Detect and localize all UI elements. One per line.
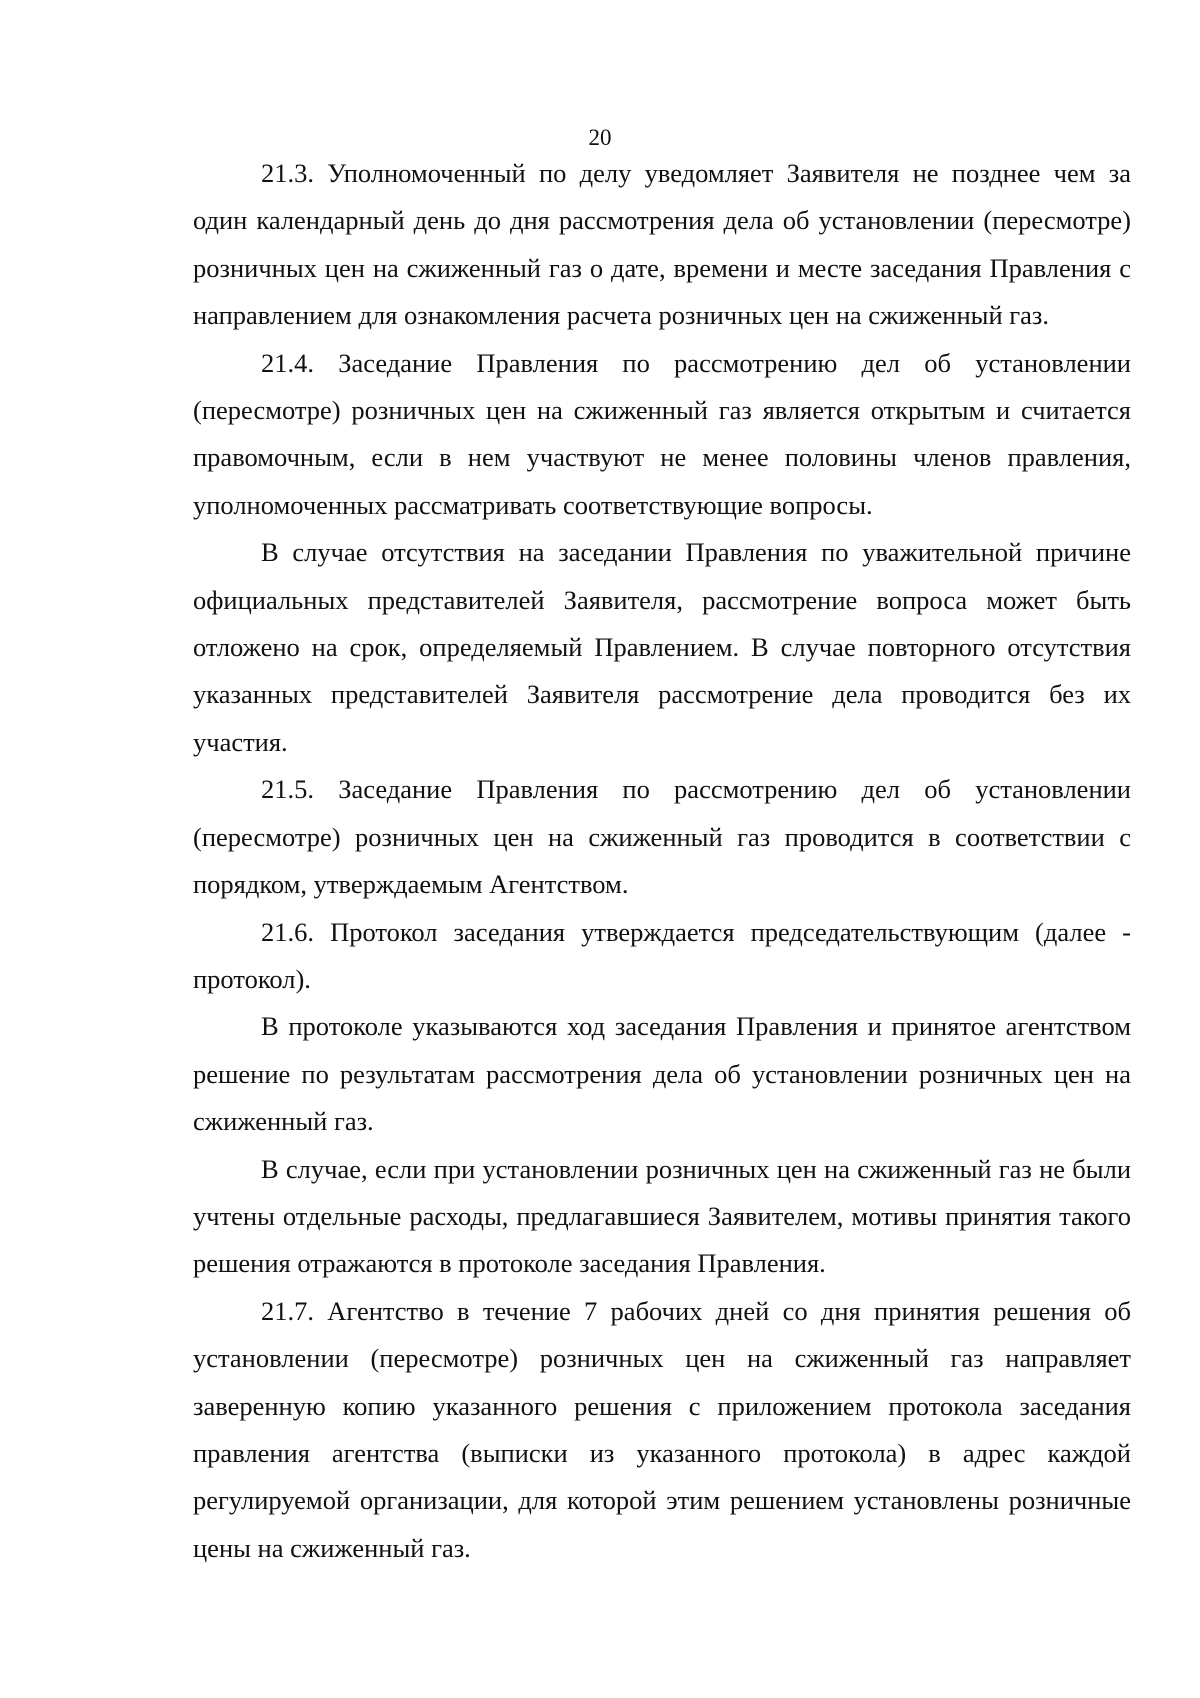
paragraph-21-3: 21.3. Уполномоченный по делу уведомляет Заявителя не позднее чем за один календарный день до дня рассмотрения дела об установлении (пересмотре) розничных цен на сжиженный газ о дате, времени и месте заседания Правления с направлением для ознакомления расчета розничных цен на сжиженный газ.: [193, 158, 1131, 331]
paragraph-21-5: 21.5. Заседание Правления по рассмотрению дел об установлении (пересмотре) розничных цен на сжиженный газ проводится в соответствии с порядком, утверждаемым Агентством.: [193, 774, 1131, 900]
page-number: 20: [588, 125, 612, 150]
paragraph-21-6: 21.6. Протокол заседания утверждается председательствующим (далее - протокол).: [193, 916, 1131, 994]
paragraph-21-6-expenses: В случае, если при установлении розничных цен на сжиженный газ не были учтены отдельные расходы, предлагавшиеся Заявителем, мотивы принятия такого решения отражаются в протоколе заседания Правления.: [193, 1153, 1131, 1279]
paragraph-21-4-absence: В случае отсутствия на заседании Правления по уважительной причине официальных представителей Заявителя, рассмотрение вопроса может быть отложено на срок, определяемый Правлением. В случае повторного отсутствия указанных представителей Заявителя рассмотрение дела проводится без их участия.: [193, 537, 1131, 757]
paragraph-21-7: 21.7. Агентство в течение 7 рабочих дней со дня принятия решения об установлении (пересмотре) розничных цен на сжиженный газ направляет заверенную копию указанного решения с приложением протокола заседания правления агентства (выписки из указанного протокола) в адрес каждой регулируемой организации, для которой этим решением установлены розничные цены на сжиженный газ.: [193, 1295, 1131, 1563]
paragraph-21-4: 21.4. Заседание Правления по рассмотрению дел об установлении (пересмотре) розничных цен на сжиженный газ является открытым и считается правомочным, если в нем участвуют не менее половины членов правления, уполномоченных рассматривать соответствующие вопросы.: [193, 347, 1131, 520]
document-body: [193, 150, 1131, 1572]
paragraph-21-6-contents: В протоколе указываются ход заседания Правления и принятое агентством решение по результатам рассмотрения дела об установлении розничных цен на сжиженный газ.: [193, 1011, 1131, 1137]
